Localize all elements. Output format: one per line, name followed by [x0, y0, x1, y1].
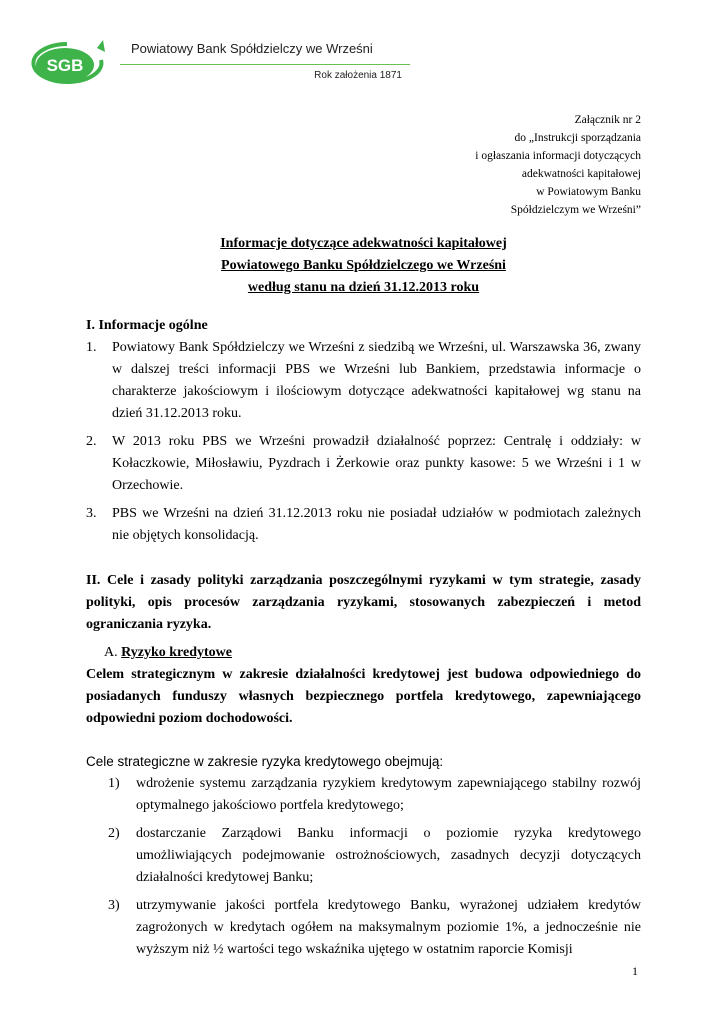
- section-1-heading: I. Informacje ogólne: [86, 318, 208, 333]
- item-number: 1.: [86, 340, 97, 355]
- strategic-goal: Celem strategicznym w zakresie działalności kredytowej jest budowa odpowiedniego do posiadanych funduszy własnych bezpiecznego portfela kredytowego, zapewniającego odpowiedni poziom dochodowości.: [86, 667, 641, 726]
- item-text: dostarczanie Zarządowi Banku informacji o poziomie ryzyka kredytowego umożliwiających podejmowanie ostrożnościowych, zasadnych decyzji dotyczących działalności kredytowej Banku;: [136, 826, 641, 885]
- title-line: Informacje dotyczące adekwatności kapitałowej: [220, 236, 507, 251]
- annex-line: Spółdzielczym we Wrześni”: [510, 204, 641, 216]
- logo-text: SGB: [46, 56, 84, 75]
- item-number: 3): [108, 898, 120, 913]
- header-divider: [120, 64, 410, 65]
- annex-note: [475, 111, 641, 219]
- item-number: 2.: [86, 434, 97, 449]
- title-line: według stanu na dzień 31.12.2013 roku: [247, 280, 480, 295]
- bank-name: Powiatowy Bank Spółdzielczy we Wrześni: [131, 41, 373, 56]
- document-title: [86, 233, 641, 299]
- subsection-heading: [86, 642, 641, 664]
- subsection-label: A.: [104, 645, 118, 660]
- list-item: [108, 823, 641, 889]
- section-2-heading: II. Cele i zasady polityki zarządzania poszczególnymi ryzykami w tym strategie, zasady polityki, opis procesów zarządzania ryzykami, stosowanych zabezpieczeń i metod ograniczania ryzyka.: [86, 573, 641, 632]
- item-text: utrzymywanie jakości portfela kredytowego Banku, wyrażonej udziałem kredytów zagrożonych w kredytach ogółem na maksymalnym poziomie 1%, a jednocześnie nie wyższym niż ½ wartości tego wskaźnika ujętego w ostatnim raporcie Komisji: [136, 898, 641, 957]
- list-item: [108, 773, 641, 817]
- item-text: wdrożenie systemu zarządzania ryzykiem kredytowym zapewniającego stabilny rozwój optymalnego jakościowo portfela kredytowego;: [136, 776, 641, 813]
- item-number: 2): [108, 826, 120, 841]
- subsection-title: Ryzyko kredytowe: [121, 645, 232, 660]
- annex-line: adekwatności kapitałowej: [521, 168, 641, 180]
- list-item: [86, 337, 641, 425]
- annex-line: i ogłaszania informacji dotyczących: [475, 150, 641, 162]
- item-text: W 2013 roku PBS we Wrześni prowadził działalność poprzez: Centralę i oddziały: w Kołaczkowie, Miłosławiu, Pyzdrach i Żerkowie oraz punkty kasowe: 5 we Wrześni i 1 w Orzechowie.: [112, 434, 641, 493]
- goals-list: [86, 773, 641, 961]
- page-number: 1: [632, 964, 638, 978]
- goals-intro: Cele strategiczne w zakresie ryzyka kredytowego obejmują:: [86, 754, 444, 769]
- document-body: [86, 315, 641, 967]
- item-text: Powiatowy Bank Spółdzielczy we Wrześni z siedzibą we Wrześni, ul. Warszawska 36, zwany w dalszej treści informacji PBS we Wrześni lub Bankiem, przedstawia informacje o charakterze jakościowym i ilościowym dotyczące adekwatności kapitałowej wg stanu na dzień 31.12.2013 roku.: [112, 340, 641, 421]
- annex-line: w Powiatowym Banku: [536, 186, 641, 198]
- item-number: 3.: [86, 506, 97, 521]
- sgb-logo: [23, 38, 107, 88]
- founded-year: Rok założenia 1871: [314, 70, 402, 81]
- list-item: [86, 503, 641, 547]
- item-number: 1): [108, 776, 120, 791]
- item-text: PBS we Wrześni na dzień 31.12.2013 roku nie posiadał udziałów w podmiotach zależnych nie objętych konsolidacją.: [112, 506, 641, 543]
- title-line: Powiatowego Banku Spółdzielczego we Wrześni: [221, 258, 506, 273]
- annex-line: Załącznik nr 2: [574, 114, 641, 126]
- annex-line: do „Instrukcji sporządzania: [514, 132, 641, 144]
- list-item: [86, 431, 641, 497]
- list-item: [108, 895, 641, 961]
